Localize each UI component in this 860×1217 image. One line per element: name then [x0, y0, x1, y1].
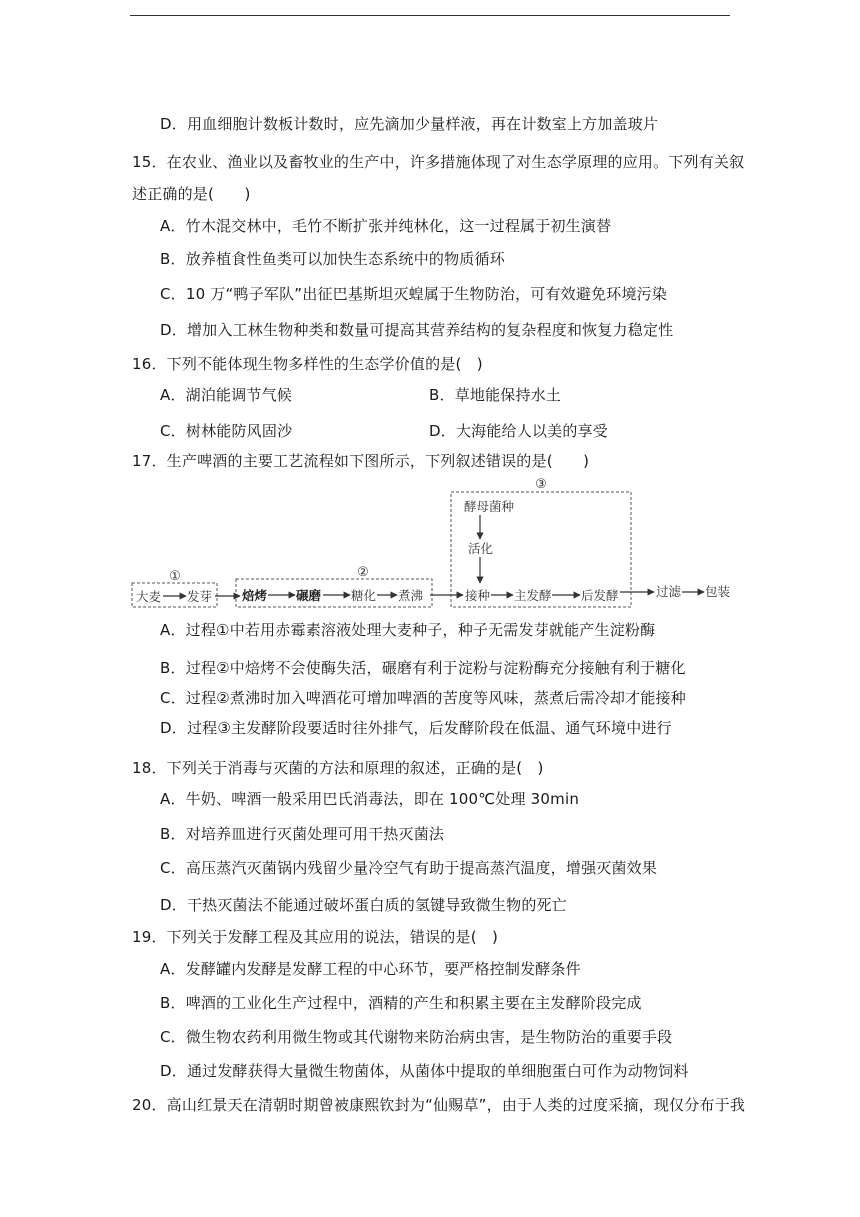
node-jiezhong: 接种 [465, 588, 491, 603]
beer-process-diagram [130, 473, 730, 613]
text-line-q17c: C．过程②煮沸时加入啤酒花可增加啤酒的苦度等风味，蒸煮后需冷却才能接种 [160, 689, 686, 707]
node-houfajiao: 后发酵 [581, 588, 619, 603]
text-line-q18c: C．高压蒸汽灭菌锅内残留少量冷空气有助于提高蒸汽温度，增强灭菌效果 [160, 859, 658, 877]
text-line-q16c: C．树林能防风固沙 [160, 422, 293, 440]
text-line-q18b: B．对培养皿进行灭菌处理可用干热灭菌法 [160, 825, 445, 843]
node-zhufajiao: 主发酵 [514, 588, 552, 603]
text-line-q19a: A．发酵罐内发酵是发酵工程的中心环节，要严格控制发酵条件 [160, 960, 581, 978]
text-line-q17: 17．生产啤酒的主要工艺流程如下图所示，下列叙述错误的是( ) [132, 452, 590, 470]
text-line-q16d: D．大海能给人以美的享受 [429, 422, 608, 440]
circle-1: ① [169, 569, 181, 584]
text-line-q16b: B．草地能保持水土 [429, 386, 562, 404]
text-line-q15d: D．增加入工林生物种类和数量可提高其营养结构的复杂程度和恢复力稳定性 [160, 321, 674, 339]
node-tanghua: 糖化 [351, 588, 377, 603]
text-line-q16a: A．湖泊能调节气候 [160, 386, 293, 404]
node-guolv: 过滤 [656, 584, 682, 599]
node-jiaomu: 酵母菌种 [464, 499, 515, 514]
text-line-q17d: D．过程③主发酵阶段要适时往外排气，后发酵阶段在低温、通气环境中进行 [160, 719, 672, 737]
node-beikao: 焙烤 [242, 588, 268, 603]
node-damai: 大麦 [136, 589, 162, 604]
circle-2: ② [357, 565, 369, 580]
text-line-q17b: B．过程②中焙烤不会使酶失活，碾磨有利于淀粉与淀粉酶充分接触有利于糖化 [160, 659, 686, 677]
circle-3: ③ [535, 477, 547, 492]
node-zhufei: 煮沸 [398, 588, 424, 603]
text-line-q15b: 述正确的是( ) [132, 185, 251, 203]
text-line-q19: 19．下列关于发酵工程及其应用的说法，错误的是( ) [132, 928, 498, 946]
text-line-q14d: D．用血细胞计数板计数时，应先滴加少量样液，再在计数室上方加盖玻片 [160, 115, 659, 133]
text-line-q19c: C．微生物农药利用微生物或其代谢物来防治病虫害，是生物防治的重要手段 [160, 1028, 673, 1046]
node-nianmo: 碾磨 [296, 588, 322, 603]
text-line-q18a: A．牛奶、啤酒一般采用巴氏消毒法，即在 100℃处理 30min [160, 790, 580, 808]
text-line-q17a: A．过程①中若用赤霉素溶液处理大麦种子，种子无需发芽就能产生淀粉酶 [160, 621, 656, 639]
node-huohua: 活化 [468, 541, 494, 556]
node-baozhuang: 包装 [705, 584, 730, 599]
text-line-q19b: B．啤酒的工业化生产过程中，酒精的产生和积累主要在主发酵阶段完成 [160, 994, 642, 1012]
text-line-q15: 15．在农业、渔业以及畜牧业的生产中，许多措施体现了对生态学原理的应用。下列有关叙 [132, 153, 745, 171]
text-line-q20: 20．高山红景天在清朝时期曾被康熙钦封为“仙赐草”，由于人类的过度采摘，现仅分布于我 [132, 1096, 746, 1114]
text-line-q18: 18．下列关于消毒与灭菌的方法和原理的叙述，正确的是( ) [132, 759, 544, 777]
header-rule [130, 15, 730, 16]
text-line-q15a: A．竹木混交林中，毛竹不断扩张并纯林化，这一过程属于初生演替 [160, 217, 612, 235]
text-line-q19d: D．通过发酵获得大量微生物菌体，从菌体中提取的单细胞蛋白可作为动物饲料 [160, 1062, 689, 1080]
text-line-q15bb: B．放养植食性鱼类可以加快生态系统中的物质循环 [160, 250, 505, 268]
text-line-q16: 16．下列不能体现生物多样性的生态学价值的是( ) [132, 355, 483, 373]
text-line-q18d: D．干热灭菌法不能通过破坏蛋白质的氢键导致微生物的死亡 [160, 896, 567, 914]
node-faya: 发芽 [187, 589, 213, 604]
text-line-q15c: C．10 万“鸭子军队”出征巴基斯坦灭蝗属于生物防治，可有效避免环境污染 [160, 285, 668, 303]
